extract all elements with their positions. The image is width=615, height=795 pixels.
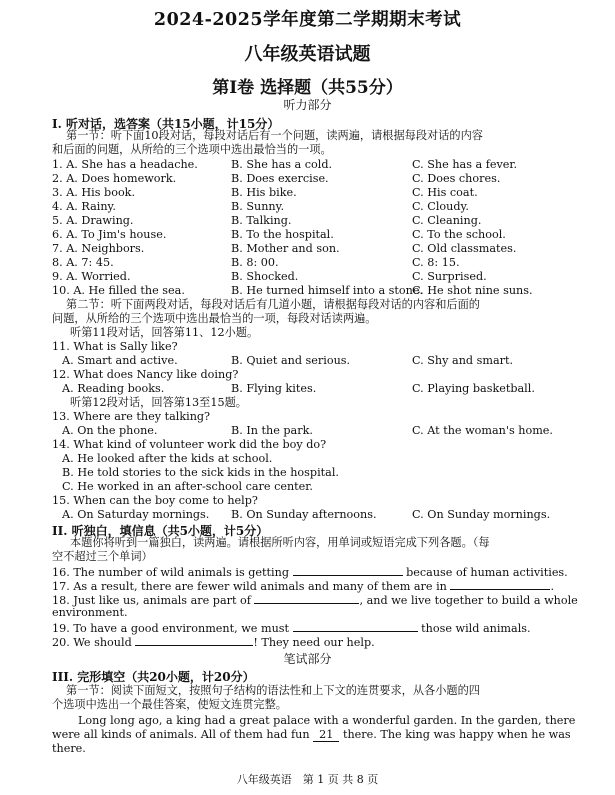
q15-stem: 15. When can the boy come to help?: [52, 494, 258, 507]
q6-option-c: C. To the school.: [412, 228, 506, 241]
q16-text-a: 16. The number of wild animals is getting: [52, 566, 289, 579]
q19-text-b: those wild animals.: [421, 622, 531, 635]
dialogue-11-note: 听第11段对话，回答第11、12小题。: [70, 326, 259, 339]
q5-option-c: C. Cleaning.: [412, 214, 482, 227]
section3-heading: III. 完形填空（共20小题，计20分）: [52, 670, 255, 684]
passage-line-2-a: were all kinds of animals. All of them had fun: [52, 728, 310, 741]
q3-option-b: B. His bike.: [231, 186, 297, 199]
q13-stem: 13. Where are they talking?: [52, 410, 211, 423]
passage-line-2-b: there. The king was happy when he was: [342, 728, 571, 741]
q20-text-a: 20. We should: [52, 636, 132, 649]
written-heading: 笔试部分: [283, 652, 332, 666]
q12-stem: 12. What does Nancy like doing?: [52, 368, 239, 381]
q1-option-b: B. She has a cold.: [231, 158, 333, 171]
q3-option-c: C. His coat.: [412, 186, 478, 199]
q9-option-b: B. Shocked.: [231, 270, 299, 283]
section2-instr-b: 空不超过三个单词）: [52, 550, 153, 563]
q6-option-b: B. To the hospital.: [231, 228, 334, 241]
q12-option-b: B. Flying kites.: [231, 382, 317, 395]
q10-option-a: 10. A. He filled the sea.: [52, 284, 185, 297]
q20-blank[interactable]: [135, 634, 253, 646]
part-title: 第Ⅰ卷 选择题（共55分）: [212, 78, 403, 98]
q4-option-c: C. Cloudy.: [412, 200, 469, 213]
passage-line-2: [52, 728, 571, 742]
q15-option-a: A. On Saturday mornings.: [62, 508, 210, 521]
q16-blank[interactable]: [293, 564, 403, 576]
q17-text-a: 17. As a result, there are fewer wild animals and many of them are in: [52, 580, 447, 593]
q11-option-b: B. Quiet and serious.: [231, 354, 351, 367]
blank-21[interactable]: 21: [313, 728, 339, 742]
q11-option-a: A. Smart and active.: [62, 354, 178, 367]
section1-instr-2a: 第二节：听下面两段对话，每段对话后有几道小题，请根据每段对话的内容和后面的: [66, 298, 480, 311]
q13-option-c: C. At the woman's home.: [412, 424, 553, 437]
question-20: [52, 634, 375, 650]
q3-option-a: 3. A. His book.: [52, 186, 136, 199]
q8-option-a: 8. A. 7: 45.: [52, 256, 114, 269]
q2-option-c: C. Does chores.: [412, 172, 501, 185]
passage-line-3: there.: [52, 742, 86, 755]
section1-instr-1a: 第一节：听下面10段对话，每段对话后有一个问题，读两遍，请根据每段对话的内容: [66, 129, 483, 142]
q4-option-b: B. Sunny.: [231, 200, 285, 213]
q7-option-c: C. Old classmates.: [412, 242, 517, 255]
q19-blank[interactable]: [293, 620, 418, 632]
q14-stem: 14. What kind of volunteer work did the boy do?: [52, 438, 327, 451]
section2-heading: II. 听独白，填信息（共5小题，计5分）: [52, 524, 269, 538]
q11-stem: 11. What is Sally like?: [52, 340, 178, 353]
q14-option-a: A. He looked after the kids at school.: [62, 452, 273, 465]
q10-option-b: B. He turned himself into a stone.: [231, 284, 424, 297]
q5-option-a: 5. A. Drawing.: [52, 214, 134, 227]
q8-option-c: C. 8: 15.: [412, 256, 460, 269]
listening-heading: 听力部分: [283, 98, 332, 112]
q4-option-a: 4. A. Rainy.: [52, 200, 116, 213]
q7-option-b: B. Mother and son.: [231, 242, 340, 255]
q17-blank[interactable]: [450, 578, 550, 590]
q1-option-c: C. She has a fever.: [412, 158, 518, 171]
passage-line-1: Long long ago, a king had a great palace with a wonderful garden. In the garden, there: [78, 714, 576, 727]
q5-option-b: B. Talking.: [231, 214, 292, 227]
q11-option-c: C. Shy and smart.: [412, 354, 514, 367]
q13-option-b: B. In the park.: [231, 424, 313, 437]
q10-option-c: C. He shot nine suns.: [412, 284, 533, 297]
q12-option-a: A. Reading books.: [62, 382, 165, 395]
q14-option-c: C. He worked in an after-school care center.: [62, 480, 313, 493]
q19-text-a: 19. To have a good environment, we must: [52, 622, 290, 635]
q17-text-b: .: [550, 580, 554, 593]
section2-instr-a: 本题你将听到一篇独白，读两遍。请根据所听内容，用单词或短语完成下列各题。（每: [70, 536, 490, 549]
q18-continuation: environment.: [52, 606, 128, 619]
q8-option-b: B. 8: 00.: [231, 256, 279, 269]
subject-title: 八年级英语试题: [244, 44, 371, 65]
q13-option-a: A. On the phone.: [62, 424, 158, 437]
section3-instr-b: 个选项中选出一个最佳答案，使短文连贯完整。: [52, 698, 287, 711]
q9-option-c: C. Surprised.: [412, 270, 487, 283]
q7-option-a: 7. A. Neighbors.: [52, 242, 145, 255]
section1-instr-1b: 和后面的问题，从所给的三个选项中选出最恰当的一项。: [52, 143, 332, 156]
q20-text-b: ! They need our help.: [253, 636, 375, 649]
q18-blank[interactable]: [254, 592, 359, 604]
q12-option-c: C. Playing basketball.: [412, 382, 535, 395]
section3-instr-a: 第一节：阅读下面短文，按照句子结构的语法性和上下文的连贯要求，从各小题的四: [66, 684, 480, 697]
section1-heading: I. 听对话，选答案（共15小题，计15分）: [52, 117, 280, 131]
q9-option-a: 9. A. Worried.: [52, 270, 131, 283]
q18-text-a: 18. Just like us, animals are part of: [52, 594, 251, 607]
page-footer: 八年级英语 第 1 页 共 8 页: [236, 773, 379, 786]
q16-text-b: because of human activities.: [406, 566, 568, 579]
question-18: [52, 592, 578, 608]
dialogue-12-note: 听第12段对话，回答第13至15题。: [70, 396, 247, 409]
q2-option-a: 2. A. Does homework.: [52, 172, 177, 185]
q15-option-b: B. On Sunday afternoons.: [231, 508, 377, 521]
q2-option-b: B. Does exercise.: [231, 172, 329, 185]
q18-text-b: , and we live together to build a whole: [359, 594, 578, 607]
exam-title: 2024-2025学年度第二学期期末考试: [153, 10, 462, 30]
q6-option-a: 6. A. To Jim's house.: [52, 228, 167, 241]
q1-option-a: 1. A. She has a headache.: [52, 158, 198, 171]
section1-instr-2b: 问题，从所给的三个选项中选出最恰当的一项，每段对话读两遍。: [52, 312, 377, 325]
q15-option-c: C. On Sunday mornings.: [412, 508, 551, 521]
q14-option-b: B. He told stories to the sick kids in the hospital.: [62, 466, 339, 479]
